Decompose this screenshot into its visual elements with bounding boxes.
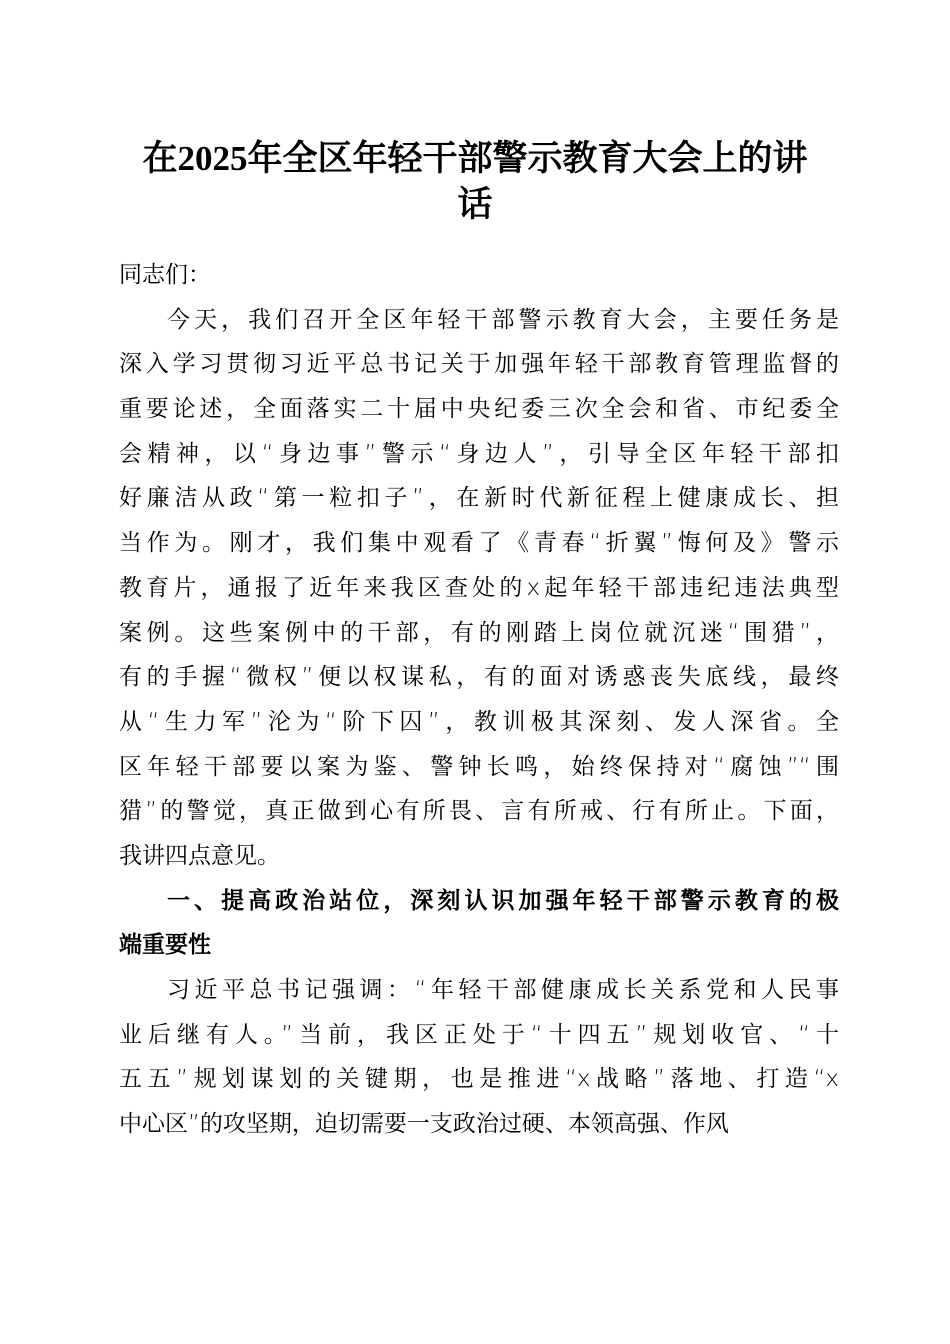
text-line: 教育片，通报了近年来我区查处的x起年轻干部违纪违法典型 <box>119 574 839 601</box>
section-heading <box>119 879 839 968</box>
title-line-1: 在2025年全区年轻干部警示教育大会上的讲 <box>142 139 808 178</box>
text-line: 端重要性 <box>119 932 211 959</box>
text-line: 好廉洁从政“第一粒扣子”，在新时代新征程上健康成长、担 <box>119 485 839 512</box>
document-body <box>119 253 839 1147</box>
text-line: 从“生力军”沦为“阶下囚”，教训极其深刻、发人深省。全 <box>119 708 839 735</box>
text-line: 案例。这些案例中的干部，有的刚踏上岗位就沉迷“围猎”， <box>119 619 839 646</box>
text-line: 深入学习贯彻习近平总书记关于加强年轻干部教育管理监督的 <box>119 351 839 378</box>
text-line: 五五”规划谋划的关键期，也是推进“x战略”落地、打造“x <box>119 1066 839 1093</box>
text-line: 重要论述，全面落实二十届中央纪委三次全会和省、市纪委全 <box>119 396 839 423</box>
text-line: 中心区”的攻坚期，迫切需要一支政治过硬、本领高强、作风 <box>119 1111 729 1138</box>
text-line: 区年轻干部要以案为鉴、警钟长鸣，始终保持对“腐蚀”“围 <box>119 753 839 780</box>
paragraph <box>119 298 839 879</box>
text-line: 会精神，以“身边事”警示“身边人”，引导全区年轻干部扣 <box>119 440 839 467</box>
text-line: 一、提高政治站位，深刻认识加强年轻干部警示教育的极 <box>167 887 839 914</box>
salutation: 同志们： <box>119 262 211 288</box>
title-line-2: 话 <box>457 185 493 224</box>
document-title <box>100 136 850 228</box>
text-line: 猎”的警觉，真正做到心有所畏、言有所戒、行有所止。下面， <box>119 798 839 825</box>
text-line: 业后继有人。”当前，我区正处于“十四五”规划收官、“十 <box>119 1021 839 1048</box>
text-line: 今天，我们召开全区年轻干部警示教育大会，主要任务是 <box>167 306 839 333</box>
text-line: 我讲四点意见。 <box>119 842 280 869</box>
paragraph <box>119 968 839 1147</box>
text-line: 当作为。刚才，我们集中观看了《青春“折翼”悔何及》警示 <box>119 530 839 557</box>
text-line: 有的手握“微权”便以权谋私，有的面对诱惑丧失底线，最终 <box>119 664 839 691</box>
text-line: 习近平总书记强调：“年轻干部健康成长关系党和人民事 <box>167 977 839 1003</box>
